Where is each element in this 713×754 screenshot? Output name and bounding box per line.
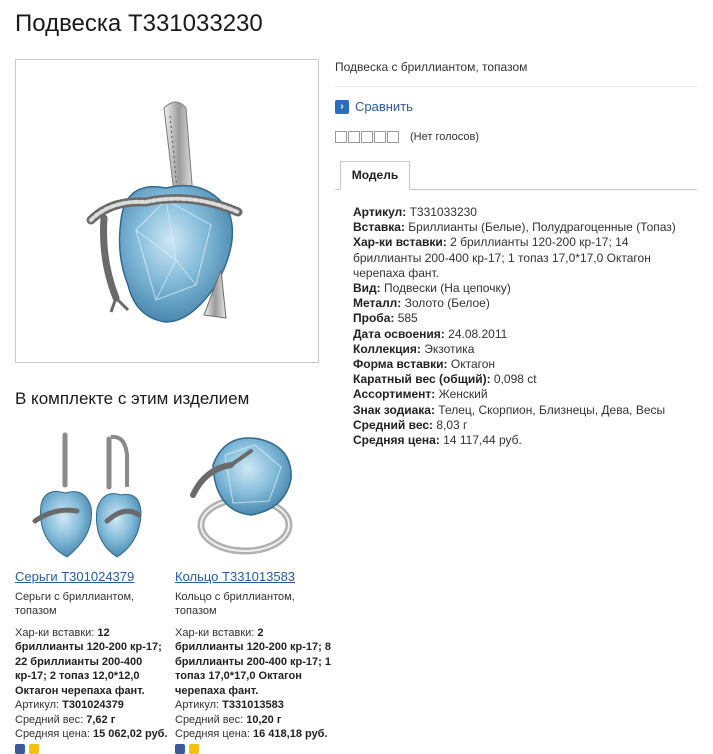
kit-item-price [175, 727, 335, 742]
spec-label: Вид: [353, 281, 381, 296]
pendant-image [16, 60, 318, 362]
kit-item-description: Серьги с бриллиантом, топазом [15, 590, 135, 617]
kit-item-link[interactable]: Кольцо T331013583 [175, 569, 296, 584]
bookmark-icon[interactable] [29, 744, 39, 754]
spec-label: Хар-ки вставки: [175, 626, 258, 639]
spec-value: Бриллианты (Белые), Полудрагоценные (Топаз) [404, 220, 676, 235]
ring-image [175, 425, 305, 565]
spec-row [353, 418, 698, 433]
share-icon[interactable] [15, 744, 25, 754]
spec-label: Ассортимент: [353, 387, 436, 402]
kit-item-earrings [15, 425, 175, 742]
spec-value: T331033230 [406, 205, 477, 219]
rating-star-3[interactable] [361, 131, 373, 143]
kit-item-price [15, 727, 175, 742]
spec-row [353, 327, 698, 342]
article-label: Артикул: [15, 699, 63, 711]
kit-item-insert-specs [15, 626, 175, 699]
spec-value: 2 бриллианты 120-200 кр-17; 14 бриллианты 200-400 кр-17; 1 топаз 17,0*17,0 Октагон черепаха фант. [353, 235, 651, 280]
spec-row [353, 235, 698, 281]
spec-value: 2 бриллианты 120-200 кр-17; 8 бриллианты 200-400 кр-17; 1 топаз 17,0*17,0 Октагон черепаха фант. [175, 626, 331, 697]
spec-row [353, 357, 698, 372]
earrings-photo[interactable] [15, 425, 145, 565]
bookmark-icon[interactable] [189, 744, 199, 754]
weight-label: Средний вес: [15, 713, 87, 726]
price-value: 16 418,18 руб. [253, 728, 328, 740]
tab-model[interactable]: Модель [340, 161, 410, 190]
price-label: Средняя цена: [15, 728, 93, 740]
ring-photo[interactable] [175, 425, 305, 565]
share-icons-earrings [15, 744, 39, 754]
divider [335, 86, 697, 87]
price-label: Средняя цена: [175, 728, 253, 740]
rating-star-2[interactable] [348, 131, 360, 143]
spec-label: Хар-ки вставки: [353, 235, 447, 250]
spec-value: Золото (Белое) [401, 296, 490, 311]
kit-item-ring [175, 425, 335, 742]
rating-star-4[interactable] [374, 131, 386, 143]
spec-label: Дата освоения: [353, 326, 445, 341]
spec-value: Октагон [447, 357, 496, 372]
weight-value: 7,62 г [86, 713, 116, 726]
article-value: T331013583 [222, 699, 284, 711]
spec-row [353, 387, 698, 402]
compare-button[interactable] [335, 99, 413, 114]
rating-star-1[interactable] [335, 131, 347, 143]
votes-text: (Нет голосов) [410, 131, 480, 143]
spec-label: Форма вставки: [353, 357, 448, 372]
spec-row [353, 372, 698, 387]
spec-label: Средний вес: [353, 417, 434, 432]
kit-section-title: В комплекте с этим изделием [15, 389, 250, 408]
article-value: T301024379 [62, 699, 124, 711]
compare-label[interactable]: Сравнить [355, 99, 413, 114]
spec-row [353, 342, 698, 357]
spec-row [353, 311, 698, 326]
spec-label: Хар-ки вставки: [15, 626, 98, 639]
specs-list [353, 205, 698, 448]
spec-label: Коллекция: [353, 341, 421, 356]
product-photo[interactable] [15, 59, 319, 363]
kit-item-weight [15, 713, 175, 728]
spec-value: Подвески (На цепочку) [380, 281, 511, 296]
price-value: 15 062,02 руб. [93, 728, 168, 740]
spec-value: 24.08.2011 [444, 326, 508, 341]
kit-item-link[interactable]: Серьги T301024379 [15, 569, 135, 584]
spec-label: Каратный вес (общий): [353, 372, 491, 387]
weight-label: Средний вес: [175, 713, 247, 726]
weight-value: 10,20 г [246, 713, 282, 726]
spec-label: Вставка: [353, 220, 405, 235]
share-icon[interactable] [175, 744, 185, 754]
spec-row [353, 205, 698, 220]
spec-label: Средняя цена: [353, 433, 440, 448]
kit-item-insert-specs [175, 626, 335, 699]
spec-label: Артикул: [353, 205, 407, 219]
spec-label: Металл: [353, 296, 402, 311]
spec-value: Экзотика [420, 341, 475, 356]
article-label: Артикул: [175, 699, 223, 711]
arrow-right-icon: › [335, 100, 349, 114]
spec-row [353, 433, 698, 448]
spec-value: Телец, Скорпион, Близнецы, Дева, Весы [434, 402, 666, 417]
spec-value: Женский [435, 387, 488, 402]
spec-row [353, 220, 698, 235]
spec-row [353, 296, 698, 311]
kit-item-article [15, 698, 175, 713]
spec-label: Знак зодиака: [353, 402, 435, 417]
earrings-image [15, 425, 145, 565]
spec-row [353, 281, 698, 296]
spec-value: 12 бриллианты 120-200 кр-17; 22 бриллианты 200-400 кр-17; 2 топаз 12,0*12,0 Октагон черепаха фант. [15, 626, 162, 697]
kit-item-description: Кольцо с бриллиантом, топазом [175, 590, 295, 617]
spec-value: 0,098 ct [490, 372, 537, 387]
spec-label: Проба: [353, 311, 395, 326]
kit-item-article [175, 698, 335, 713]
spec-row [353, 403, 698, 418]
product-short-description: Подвеска с бриллиантом, топазом [335, 60, 528, 74]
kit-item-weight [175, 713, 335, 728]
rating [335, 131, 479, 143]
rating-star-5[interactable] [387, 131, 399, 143]
spec-value: 14 117,44 руб. [439, 433, 522, 448]
page-title: Подвеска T331033230 [15, 10, 263, 37]
spec-value: 8,03 г [433, 417, 468, 432]
share-icons-ring [175, 744, 199, 754]
spec-value: 585 [394, 311, 418, 326]
